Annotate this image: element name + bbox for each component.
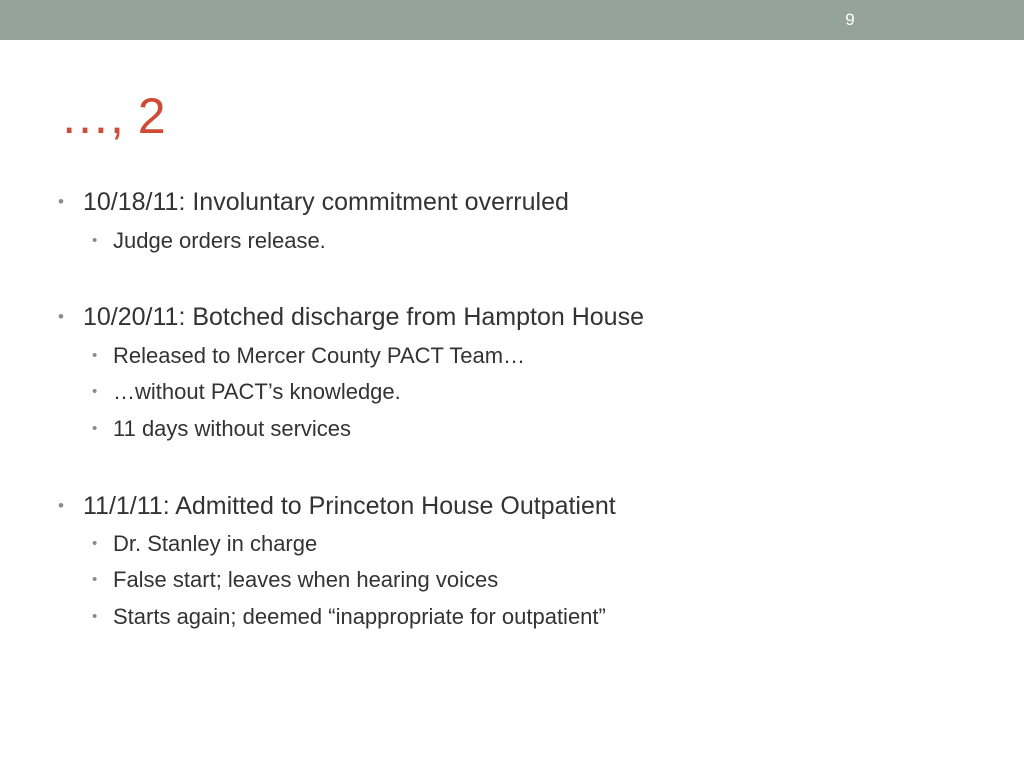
sub-bullet-item-1-1	[92, 228, 326, 254]
bullet-text: …without PACT’s knowledge.	[113, 379, 401, 404]
bullet-item-2	[58, 302, 644, 332]
bullet-marker: •	[92, 608, 98, 625]
top-bar	[0, 0, 1024, 40]
bullet-marker: •	[92, 232, 98, 249]
bullet-marker: •	[58, 496, 64, 515]
bullet-text: Judge orders release.	[113, 228, 326, 253]
bullet-text: False start; leaves when hearing voices	[113, 567, 499, 592]
bullet-marker: •	[58, 192, 64, 211]
bullet-text: Released to Mercer County PACT Team…	[113, 343, 526, 368]
sub-bullet-item-2-3	[92, 416, 352, 442]
page-number: 9	[845, 10, 855, 29]
bullet-marker: •	[92, 347, 98, 364]
bullet-text: 10/20/11: Botched discharge from Hampton House	[83, 303, 644, 331]
sub-bullet-item-3-1	[92, 531, 318, 557]
bullet-marker: •	[92, 383, 98, 400]
bullet-text: Starts again; deemed “inappropriate for outpatient”	[113, 604, 606, 629]
bullet-item-3	[58, 491, 616, 521]
bullet-marker: •	[58, 307, 64, 326]
sub-bullet-item-2-2	[92, 379, 401, 405]
bullet-marker: •	[92, 420, 98, 437]
sub-bullet-item-2-1	[92, 343, 526, 369]
bullet-text: Dr. Stanley in charge	[113, 531, 318, 556]
sub-bullet-item-3-2	[92, 567, 499, 593]
bullet-text: 11/1/11: Admitted to Princeton House Outpatient	[83, 492, 616, 520]
slide-title: …, 2	[60, 88, 166, 144]
bullet-marker: •	[92, 535, 98, 552]
bullet-item-1	[58, 187, 569, 217]
bullet-text: 10/18/11: Involuntary commitment overruled	[83, 188, 569, 216]
bullet-text: 11 days without services	[113, 416, 352, 441]
sub-bullet-item-3-3	[92, 604, 606, 630]
bullet-marker: •	[92, 571, 98, 588]
